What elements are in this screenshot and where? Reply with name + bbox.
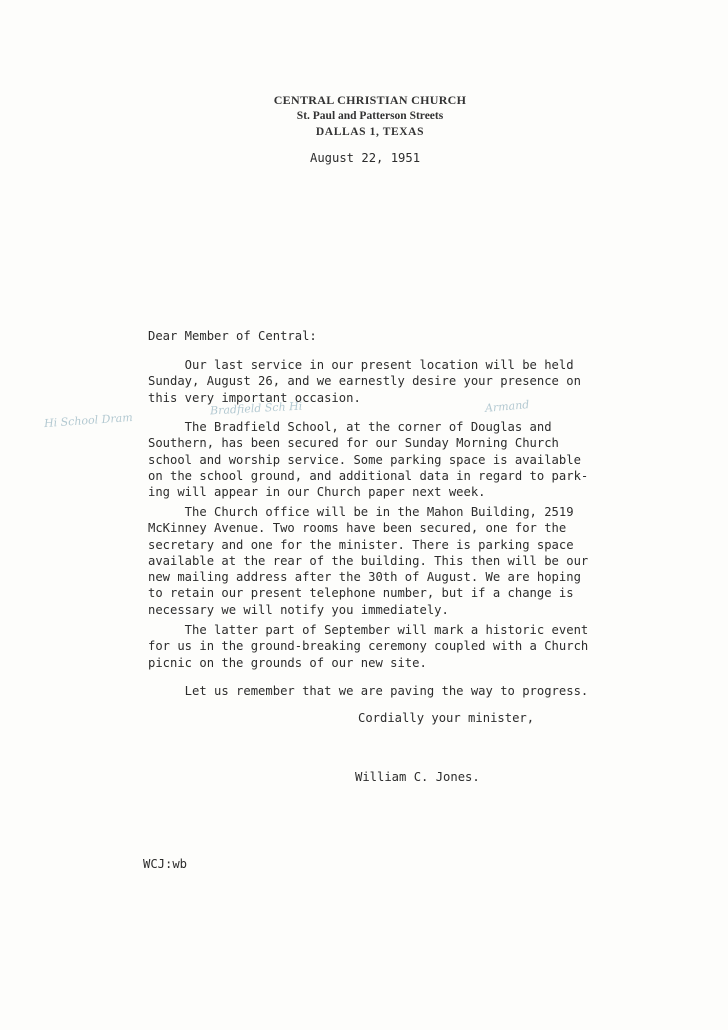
paragraph-church-office: The Church office will be in the Mahon Building, 2519 McKinney Avenue. Two rooms have been secured, one for the secretary and one for the minister. There is parking space available at the rear of the building. This then will be our new mailing address after the 30th of August. We are hoping to retain our present telephone number, but if a change is necessary we will notify you immediately. [148, 505, 589, 617]
closing: Cordially your minister, [358, 711, 535, 725]
paragraph-last-service: Our last service in our present location will be held Sunday, August 26, and we earnestly desire your presence on this very important occasion. [148, 358, 581, 405]
salutation: Dear Member of Central: [148, 329, 317, 343]
paragraph-ground-breaking: The latter part of September will mark a historic event for us in the ground-breaking ceremony coupled with a Church picnic on the grounds of our new site. [148, 623, 589, 670]
church-city: DALLAS 1, TEXAS [315, 126, 425, 138]
handwritten-annotation-left: Hi School Dram [43, 410, 134, 431]
paragraph-progress: Let us remember that we are paving the way to progress. [148, 684, 589, 698]
church-address: St. Paul and Patterson Streets [296, 110, 444, 122]
handwritten-annotation-right: Armand [484, 398, 530, 415]
handwritten-annotation-middle: Bradfield Sch Hi [209, 399, 303, 418]
signature: William C. Jones. [355, 770, 480, 784]
typist-initials: WCJ:wb [143, 857, 188, 871]
letter-date: August 22, 1951 [310, 151, 421, 165]
church-name: CENTRAL CHRISTIAN CHURCH [273, 93, 467, 107]
letterhead [220, 92, 520, 140]
paragraph-bradfield-school: The Bradfield School, at the corner of Douglas and Southern, has been secured for our Sunday Morning Church school and worship service. Some parking space is available on the school ground, and additional data in regard to park- ing will appear in our Church paper next week. [148, 420, 589, 500]
